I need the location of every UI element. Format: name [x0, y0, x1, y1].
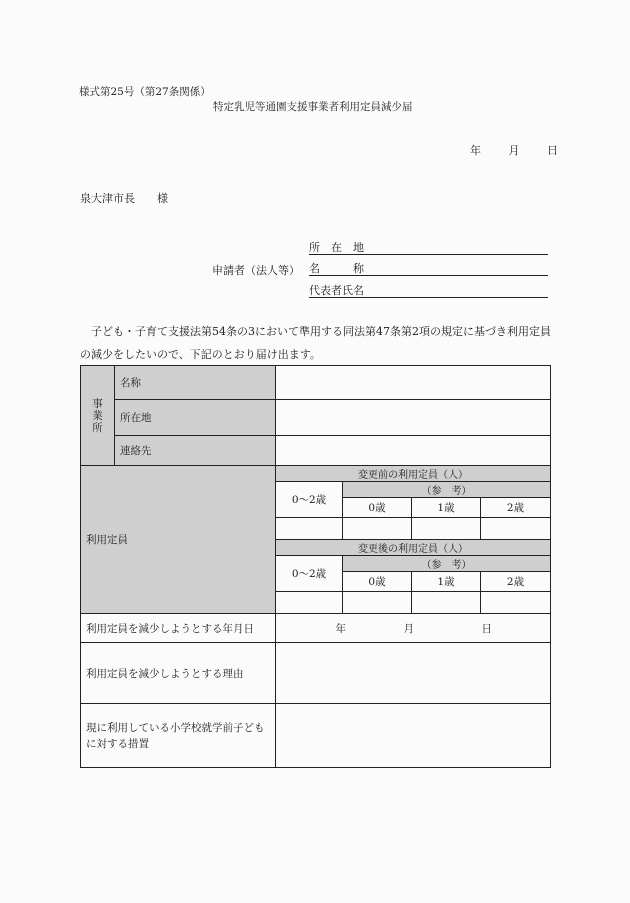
applicant-label: 申請者（法人等） — [212, 264, 300, 277]
reduction-reason-label: 利用定員を減少しようとする理由 — [81, 643, 276, 704]
reduction-date-year: 年 — [335, 622, 346, 635]
after-age-1-input[interactable] — [412, 592, 481, 614]
submission-date — [470, 142, 558, 158]
office-group-label: 事 業 所 — [81, 366, 115, 466]
capacity-after-header: 変更後の利用定員（人） — [276, 540, 551, 556]
before-age-0-input[interactable] — [343, 518, 412, 540]
addressee: 泉大津市長 様 — [80, 192, 168, 205]
before-age-1-input[interactable] — [412, 518, 481, 540]
body-text: 子ども・子育て支援法第54条の3において準用する同法第47条第2項の規定に基づき利用定員の減少をしたいので、下記のとおり届け出ます。 — [80, 325, 551, 361]
notification-table — [80, 365, 551, 768]
reduction-date-day: 日 — [481, 622, 492, 635]
before-age-0-2-header: 0～2歳 — [276, 482, 343, 518]
measures-label: 現に利用している小学校就学前子どもに対する措置 — [81, 704, 276, 768]
office-contact-input[interactable] — [276, 436, 551, 466]
applicant-address-label: 所 在 地 — [309, 241, 364, 254]
applicant-name-field[interactable] — [309, 260, 548, 276]
reduction-date-month: 月 — [403, 622, 414, 635]
before-age-2-header: 2歳 — [481, 498, 551, 518]
measures-input[interactable] — [276, 704, 551, 768]
form-number: 様式第25号（第27条関係） — [79, 86, 211, 98]
date-day-label: 日 — [547, 144, 558, 157]
after-age-2-header: 2歳 — [481, 572, 551, 592]
after-age-0-2-input[interactable] — [276, 592, 343, 614]
capacity-label: 利用定員 — [81, 466, 276, 614]
before-age-0-2-input[interactable] — [276, 518, 343, 540]
before-age-1-header: 1歳 — [412, 498, 481, 518]
office-address-input[interactable] — [276, 400, 551, 436]
after-age-0-header: 0歳 — [343, 572, 412, 592]
reduction-date-label: 利用定員を減少しようとする年月日 — [81, 614, 276, 643]
before-age-0-header: 0歳 — [343, 498, 412, 518]
after-age-2-input[interactable] — [481, 592, 551, 614]
reduction-reason-input[interactable] — [276, 643, 551, 704]
after-age-0-2-header: 0～2歳 — [276, 556, 343, 592]
after-age-1-header: 1歳 — [412, 572, 481, 592]
capacity-before-header: 変更前の利用定員（人） — [276, 466, 551, 482]
representative-name-label: 代表者氏名 — [309, 284, 364, 297]
representative-name-field[interactable] — [309, 282, 548, 298]
office-contact-label: 連絡先 — [115, 436, 276, 466]
before-age-2-input[interactable] — [481, 518, 551, 540]
before-reference-header: （参 考） — [343, 482, 551, 498]
applicant-address-field[interactable] — [309, 239, 548, 255]
applicant-name-label: 名 称 — [309, 262, 364, 275]
reduction-date-input[interactable] — [276, 614, 551, 643]
date-month-label: 月 — [508, 144, 520, 157]
office-name-input[interactable] — [276, 366, 551, 400]
document-title: 特定乳児等通園支援事業者利用定員減少届 — [213, 101, 413, 113]
after-age-0-input[interactable] — [343, 592, 412, 614]
office-address-label: 所在地 — [115, 400, 276, 436]
date-year-label: 年 — [470, 144, 481, 157]
after-reference-header: （参 考） — [343, 556, 551, 572]
office-name-label: 名称 — [115, 366, 276, 400]
